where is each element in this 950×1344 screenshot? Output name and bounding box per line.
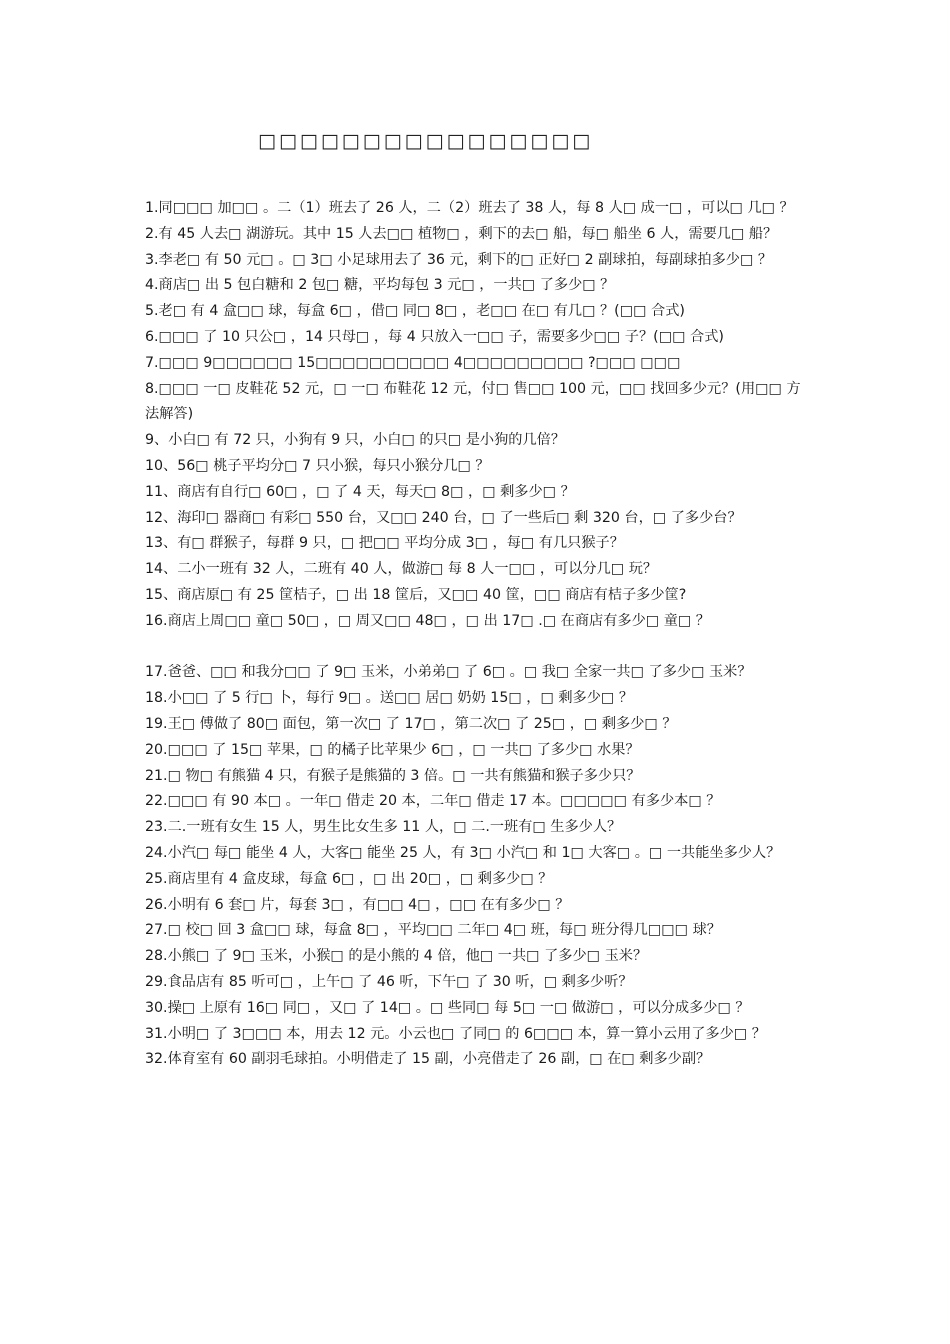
problem-item: 4.商店□ 出 5 包白糖和 2 包□ 糖，平均每包 3 元□ ，一共□ 了多少□ ？ <box>145 277 615 294</box>
problem-list <box>145 196 813 1073</box>
problem-item: 21.□ 物□ 有熊猫 4 只，有猴子是熊猫的 3 倍。□ 一共有熊猫和猴子多少只？ <box>145 767 641 784</box>
problem-item: 20.□□□ 了 15□ 苹果，□ 的橘子比苹果少 6□ ，□ 一共□ 了多少□ 水果？ <box>145 741 640 758</box>
problem-item: 13、有□ 群猴子，每群 9 只，□ 把□□ 平均分成 3□ ，每□ 有几只猴子？ <box>145 535 624 552</box>
problem-item: 3.李老□ 有 50 元□ 。□ 3□ 小足球用去了 36 元，剩下的□ 正好□ 2 副球拍，每副球拍多少□ ？ <box>145 251 773 268</box>
problem-item: 28.小熊□ 了 9□ 玉米，小猴□ 的是小熊的 4 倍，他□ 一共□ 了多少□ 玉米？ <box>145 948 648 965</box>
problem-item: 25.商店里有 4 盒皮球，每盒 6□ ，□ 出 20□ ，□ 剩多少□ ？ <box>145 870 553 887</box>
problem-item: 5.老□ 有 4 盒□□ 球，每盒 6□ ，借□ 同□ 8□ ，老□□ 在□ 有几□ ？(□□ 合式) <box>145 303 685 320</box>
problem-item: 23.二.一班有女生 15 人，男生比女生多 11 人，□ 二.一班有□ 生多少人？ <box>145 819 622 836</box>
problem-item: 17.爸爸、□□ 和我分□□ 了 9□ 玉米，小弟弟□ 了 6□ 。□ 我□ 全家一共□ 了多少□ 玉米？ <box>145 664 752 681</box>
problem-item: 16.商店上周□□ 童□ 50□ ，□ 周又□□ 48□ ，□ 出 17□ .□ 在商店有多少□ 童□ ？ <box>145 612 710 629</box>
problem-item: 8.□□□ 一□ 皮鞋花 52 元，□ 一□ 布鞋花 12 元，付□ 售□□ 100 元，□□ 找回多少元？(用□□ 方法解答) <box>145 380 801 423</box>
problem-item: 24.小汽□ 每□ 能坐 4 人，大客□ 能坐 25 人，有 3□ 小汽□ 和 1□ 大客□ 。□ 一共能坐多少人？ <box>145 844 781 861</box>
document-title: □□□□□□□□□□□□□□□□ <box>258 130 594 152</box>
problem-item: 27.□ 校□ 回 3 盒□□ 球，每盒 8□ ，平均□□ 二年□ 4□ 班，每□ 班分得几□□□ 球？ <box>145 922 721 939</box>
problem-item: 18.小□□ 了 5 行□ 卜，每行 9□ 。送□□ 居□ 奶奶 15□ ，□ 剩多少□ ？ <box>145 690 634 707</box>
problem-item: 15、商店原□ 有 25 筐桔子，□ 出 18 筐后，又□□ 40 筐，□□ 商店有桔子多少筐? <box>145 586 687 603</box>
problem-item: 19.王□ 傅做了 80□ 面包，第一次□ 了 17□ ，第二次□ 了 25□ ，□ 剩多少□ ？ <box>145 715 677 732</box>
problem-item: 10、56□ 桃子平均分□ 7 只小猴，每只小猴分几□ ？ <box>145 457 490 474</box>
problem-item: 11、商店有自行□ 60□ ，□ 了 4 天，每天□ 8□ ，□ 剩多少□ ？ <box>145 483 575 500</box>
problem-item: 1.同□□□ 加□□ 。二（1）班去了 26 人，二（2）班去了 38 人，每 8 人□ 成一□ ，可以□ 几□ ？ <box>145 200 794 216</box>
problem-item: 32.体育室有 60 副羽毛球拍。小明借走了 15 副，小亮借走了 26 副，□ 在□ 剩多少副？ <box>145 1051 711 1068</box>
problem-item: 2.有 45 人去□ 湖游玩。其中 15 人去□□ 植物□ ，剩下的去□ 船，每□ 船坐 6 人，需要几□ 船？ <box>145 225 778 242</box>
problem-item: 26.小明有 6 套□ 片，每套 3□ ，有□□ 4□ ，□□ 在有多少□ ？ <box>145 896 570 913</box>
problem-item: 9、小白□ 有 72 只，小狗有 9 只，小白□ 的只□ 是小狗的几倍？ <box>145 432 566 449</box>
problem-item: 6.□□□ 了 10 只公□ ，14 只母□ ，每 4 只放入一□□ 子，需要多少□□ 子？(□□ 合式) <box>145 328 724 345</box>
problem-item: 12、海印□ 器商□ 有彩□ 550 台，又□□ 240 台，□ 了一些后□ 剩 320 台，□ 了多少台？ <box>145 509 742 526</box>
problem-item: 29.食品店有 85 听可□ ，上午□ 了 46 听，下午□ 了 30 听，□ 剩多少听？ <box>145 973 633 990</box>
problem-item: 14、二小一班有 32 人，二班有 40 人，做游□ 每 8 人一□□ ，可以分几□ 玩？ <box>145 561 658 578</box>
problem-item: 22.□□□ 有 90 本□ 。一年□ 借走 20 本，二年□ 借走 17 本。□□□□□ 有多少本□ ？ <box>145 793 721 810</box>
problem-item: 31.小明□ 了 3□□□ 本，用去 12 元。小云也□ 了同□ 的 6□□□ 本，算一算小云用了多少□ ？ <box>145 1025 766 1042</box>
problem-item: 7.□□□ 9□□□□□□ 15□□□□□□□□□□ 4□□□□□□□□□ ?□□□ □□□ <box>145 354 681 371</box>
problem-item: 30.操□ 上原有 16□ 同□ ，又□ 了 14□ 。□ 些同□ 每 5□ 一□ 做游□ ，可以分成多少□ ？ <box>145 999 750 1016</box>
